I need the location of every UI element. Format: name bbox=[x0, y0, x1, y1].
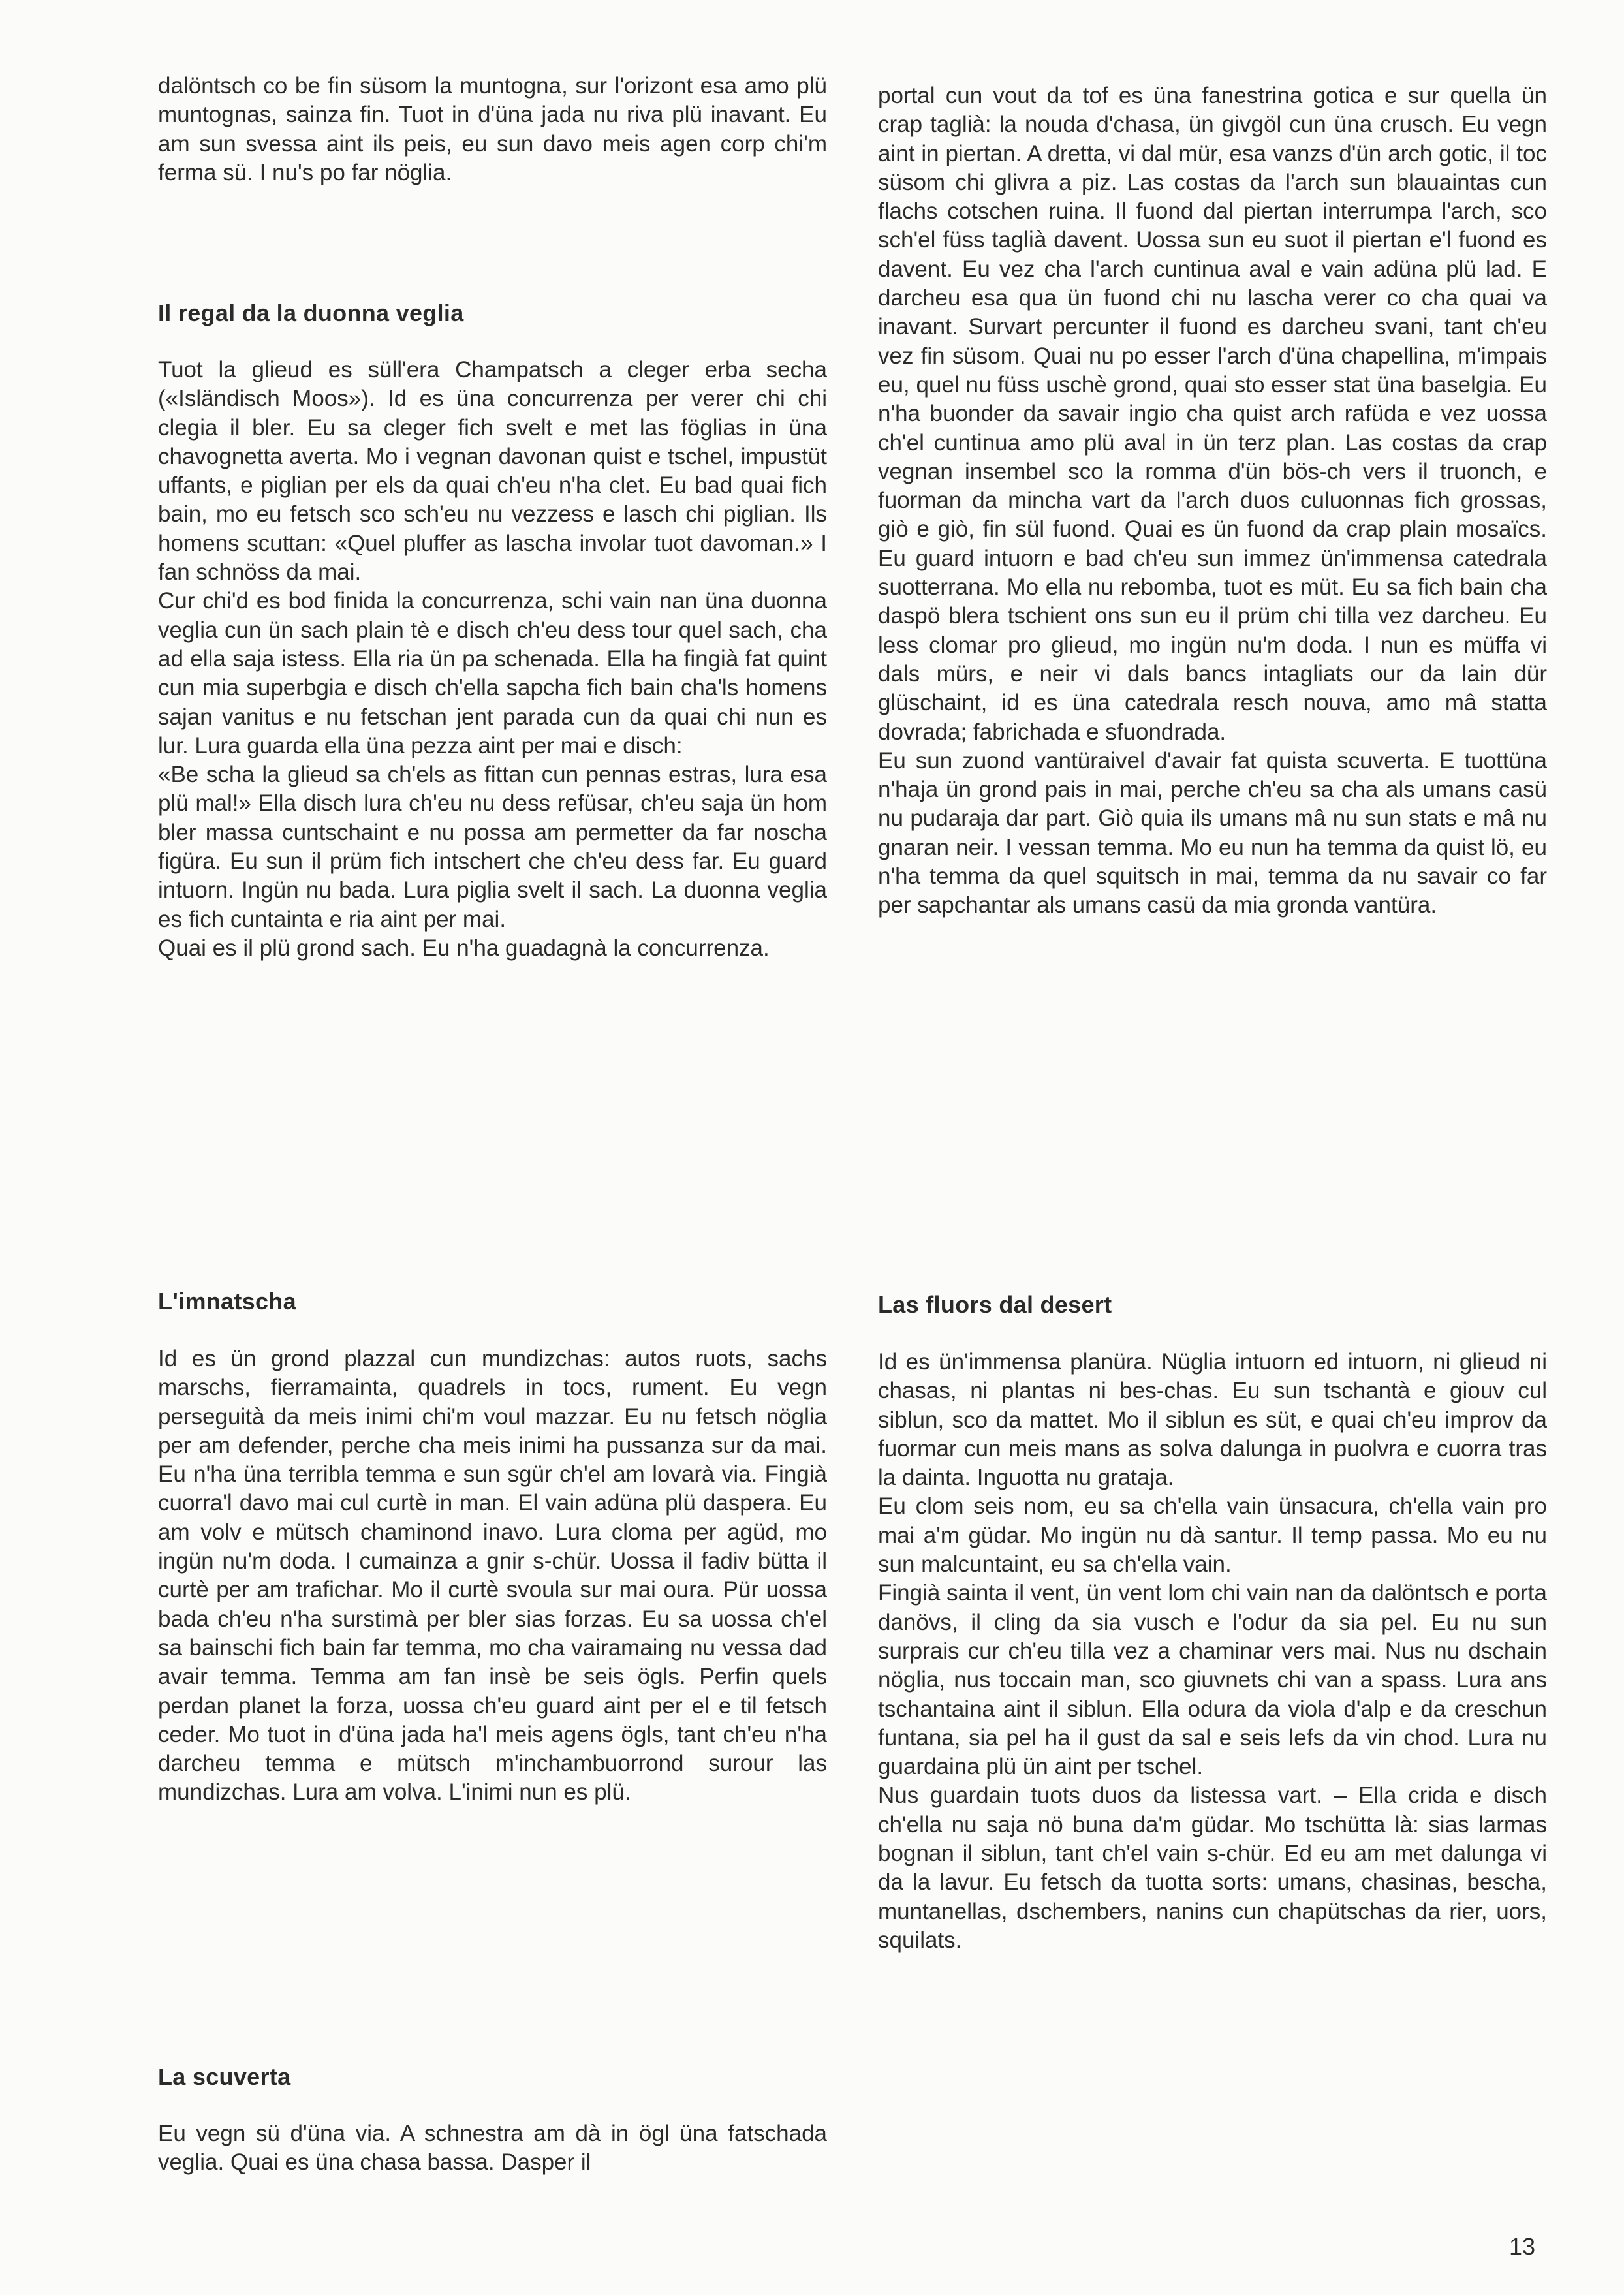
section-fluors bbox=[878, 1290, 1547, 1319]
paragraph: Cur chi'd es bod finida la concurrenza, schi vain nan üna duonna veglia cun ün sach plain tè e disch ch'eu dess tour quel sach, cha ad ella saja istess. Ella ria ün pa schenada. Ella ha fingià fat quint cun mia superbgia e disch ch'ella sapcha fich bain cha'ls homens sajan vanitus e nu fetschan jent parada cun da quai chi nun es lur. Lura guarda ella üna pezza aint per mai e disch: bbox=[158, 588, 827, 758]
paragraph: Nus guardain tuots duos da listessa vart. – Ella crida e disch ch'ella nu saja nö buna da'm güdar. Mo tschütta là: sias larmas bognan il siblun, tant ch'el vain s-chür. Ed eu am met dalunga vi da la lavur. Eu fetsch da tuotta sorts: umans, chasinas, bescha, muntanellas, dschembers, nanins cun chapütschas da rier, uors, squilats. bbox=[878, 1783, 1547, 1953]
intro-text bbox=[158, 72, 827, 187]
paragraph: Id es ün'immensa planüra. Nüglia intuorn ed intuorn, ni glieud ni chasas, ni plantas ni bes-chas. Eu sun tschantà e giouv cul siblun, sco da mattet. Mo il siblun es süt, e quai ch'eu improv da fuormar cun meis mans as solva dalunga in puolvra e cuorra tras la dainta. Inguotta nu grataja. bbox=[878, 1349, 1547, 1491]
paragraph: portal cun vout da tof es üna fanestrina gotica e sur quella ün crap taglià: la nouda d'chasa, ün givgöl cun üna crusch. Eu vegn aint in piertan. A dretta, vi dal mür, esa vanzs d'ün arch gotic, il toc süsom chi glivra a piz. Las costas da l'arch sun blauaintas cun flachs cotschen ruina. Il fuond dal piertan interrumpa l'arch, sco sch'el füss taglià davent. Uossa sun eu suot il piertan e'l fuond es davent. Eu vez cha l'arch cuntinua aval e vain adüna plü lad. E darcheu esa qua ün fuond chi nu lascha verer co cha quai va inavant. Survart percunter il fuond es darcheu svani, tant ch'eu vez fin süsom. Quai nu po esser l'arch d'üna chapellina, m'impais eu, quel nu füss uschè grond, quai sto esser stat üna baselgia. Eu n'ha buonder da savair ingio cha quist arch rafüda e vez uossa ch'el cuntinua amo plü aval in ün terz plan. Las costas da crap vegnan insembel sco la romma d'ün bös-ch vers il truonch, e fuorman da mincha vart da l'arch duos culuonnas fich grossas, giò e giò, fin sül fuond. Quai es ün fuond da crap plain mosaïcs. Eu guard intuorn e bad ch'eu sun immez ün'immensa catedrala suotterrana. Mo ella nu rebomba, tuot es müt. Eu sa fich bain cha daspö blera tschient ons sun eu il prüm chi tilla vez darcheu. Eu less clomar pro glieud, mo ingün nu'm doda. I nun es müffa vi dals mürs, e neir vi dals bancs intagliats our da lain dür glüschaint, id es üna catedrala resch nouva, amo mâ statta dovrada; fabrichada e sfuondrada. bbox=[878, 83, 1547, 745]
section-heading: L'imnatscha bbox=[158, 1288, 296, 1315]
section-regal-body bbox=[158, 356, 827, 963]
paragraph: «Be scha la glieud sa ch'els as fittan cun pennas estras, lura esa plü mal!» Ella disch lura ch'eu nu dess refüsar, ch'eu saja ün hom bler massa cuntschaint e nu possa am permetter da far noscha figüra. Eu sun il prüm fich intschert che ch'eu dess far. Eu guard intuorn. Ingün nu bada. Lura piglia svelt il sach. La duonna veglia es fich cuntainta e ria aint per mai. bbox=[158, 762, 827, 932]
section-imnatscha-body bbox=[158, 1345, 827, 1807]
paragraph: Eu clom seis nom, eu sa ch'ella vain ünsacura, ch'ella vain pro mai a'm güdar. Mo ingün nu dà santur. Il temp passa. Mo eu nu sun malcuntaint, eu sa ch'ella vain. bbox=[878, 1493, 1547, 1578]
paragraph: Eu sun zuond vantüraivel d'avair fat quista scuverta. E tuottüna n'haja ün grond pais in mai, perche ch'eu sa cha als umans casü nu pudaraja dar part. Giò quia ils umans mâ nu sun stats e mâ nu gnaran neir. I vessan temma. Mo eu nun ha temma da quist lö, eu n'ha temma da quel squitsch in mai, temma da nu savair co far per sapchantar als umans casü da mia gronda vantüra. bbox=[878, 747, 1547, 918]
section-scuverta bbox=[158, 2063, 827, 2091]
section-heading: Il regal da la duonna veglia bbox=[158, 300, 464, 326]
paragraph: Quai es il plü grond sach. Eu n'ha guadagnà la concurrenza. bbox=[158, 935, 770, 961]
paragraph: Tuot la glieud es süll'era Champatsch a cleger erba secha («Isländisch Moos»). Id es üna concurrenza per verer chi chi clegia il bler. Eu sa cleger fich svelt e met las föglias in üna chavognetta averta. Mo i vegnan davonan quist e tschel, impustüt uffants, e piglian per els da quai ch'eu n'ha clet. Eu bad quai fich bain, mo eu fetsch sco sch'eu nu vezzess e lasch chi piglian. Ils homens scuttan: «Quel pluffer as lascha involar tuot davoman.» I fan schnöss da mai. bbox=[158, 357, 827, 585]
section-fluors-body bbox=[878, 1348, 1547, 1955]
paragraph: dalöntsch co be fin süsom la muntogna, sur l'orizont esa amo plü muntognas, sainza fin. Tuot in d'üna jada nu riva plü inavant. Eu am sun svessa aint ils peis, eu sun davo meis agen corp chi'm ferma sü. I nu's po far nöglia. bbox=[158, 73, 827, 185]
section-heading: Las fluors dal desert bbox=[878, 1291, 1112, 1318]
paragraph: Eu vegn sü d'üna via. A schnestra am dà in ögl üna fatschada veglia. Quai es üna chasa bassa. Dasper il bbox=[158, 2121, 827, 2176]
page-number: 13 bbox=[1509, 2233, 1536, 2260]
paragraph: Id es ün grond plazzal cun mundizchas: autos ruots, sachs marschs, fierramainta, quadrels in tocs, rument. Eu vegn perseguità da meis inimi chi'm voul mazzar. Eu nu fetsch nöglia per am defender, perche cha meis inimi ha pussanza sur da mai. Eu n'ha üna terribla temma e sun sgür ch'el am lovarà via. Fingià cuorra'l davo mai cul curtè in man. El vain adüna plü daspera. Eu am volv e mütsch chaminond inavo. Lura cloma per agüd, mo ingün nu'm doda. I cumainza a gnir s-chür. Uossa il fadiv bütta il curtè per am trafichar. Mo il curtè svoula sur mai oura. Pür uossa bada ch'eu n'ha surstimà per bler sias forzas. Eu sa uossa ch'el sa bainschi fich bain far temma, mo cha vairamaing nu vessa dad avair temma. Temma am fan insè be seis ögls. Perfin quels perdan planet la forza, uossa ch'eu guard aint per el e til fetsch ceder. Mo tuot in d'üna jada ha'l meis agens ögls, tant ch'eu n'ha darcheu temma e mütsch m'inchambuorrond surour las mundizchas. Lura am volva. L'inimi nun es plü. bbox=[158, 1346, 827, 1805]
scuverta-continuation bbox=[878, 82, 1547, 920]
section-imnatscha bbox=[158, 1287, 827, 1316]
section-regal bbox=[158, 299, 827, 328]
paragraph: Fingià sainta il vent, ün vent lom chi vain nan da dalöntsch e porta danövs, il cling da sia vusch e l'odur da sia pel. Eu nu sun surprais cur ch'eu tilla vez a chaminar vers mai. Nus nu dschain nöglia, nus toccain man, sco giuvnets chi van a spass. Lura ans tschantaina aint il siblun. Ella odura da viola d'alp e da creschun funtana, sia pel ha il gust da sal e seis lefs da vin chod. Lura nu guardaina plü ün aint per tschel. bbox=[878, 1580, 1547, 1780]
section-heading: La scuverta bbox=[158, 2063, 291, 2090]
section-scuverta-body bbox=[158, 2119, 827, 2178]
